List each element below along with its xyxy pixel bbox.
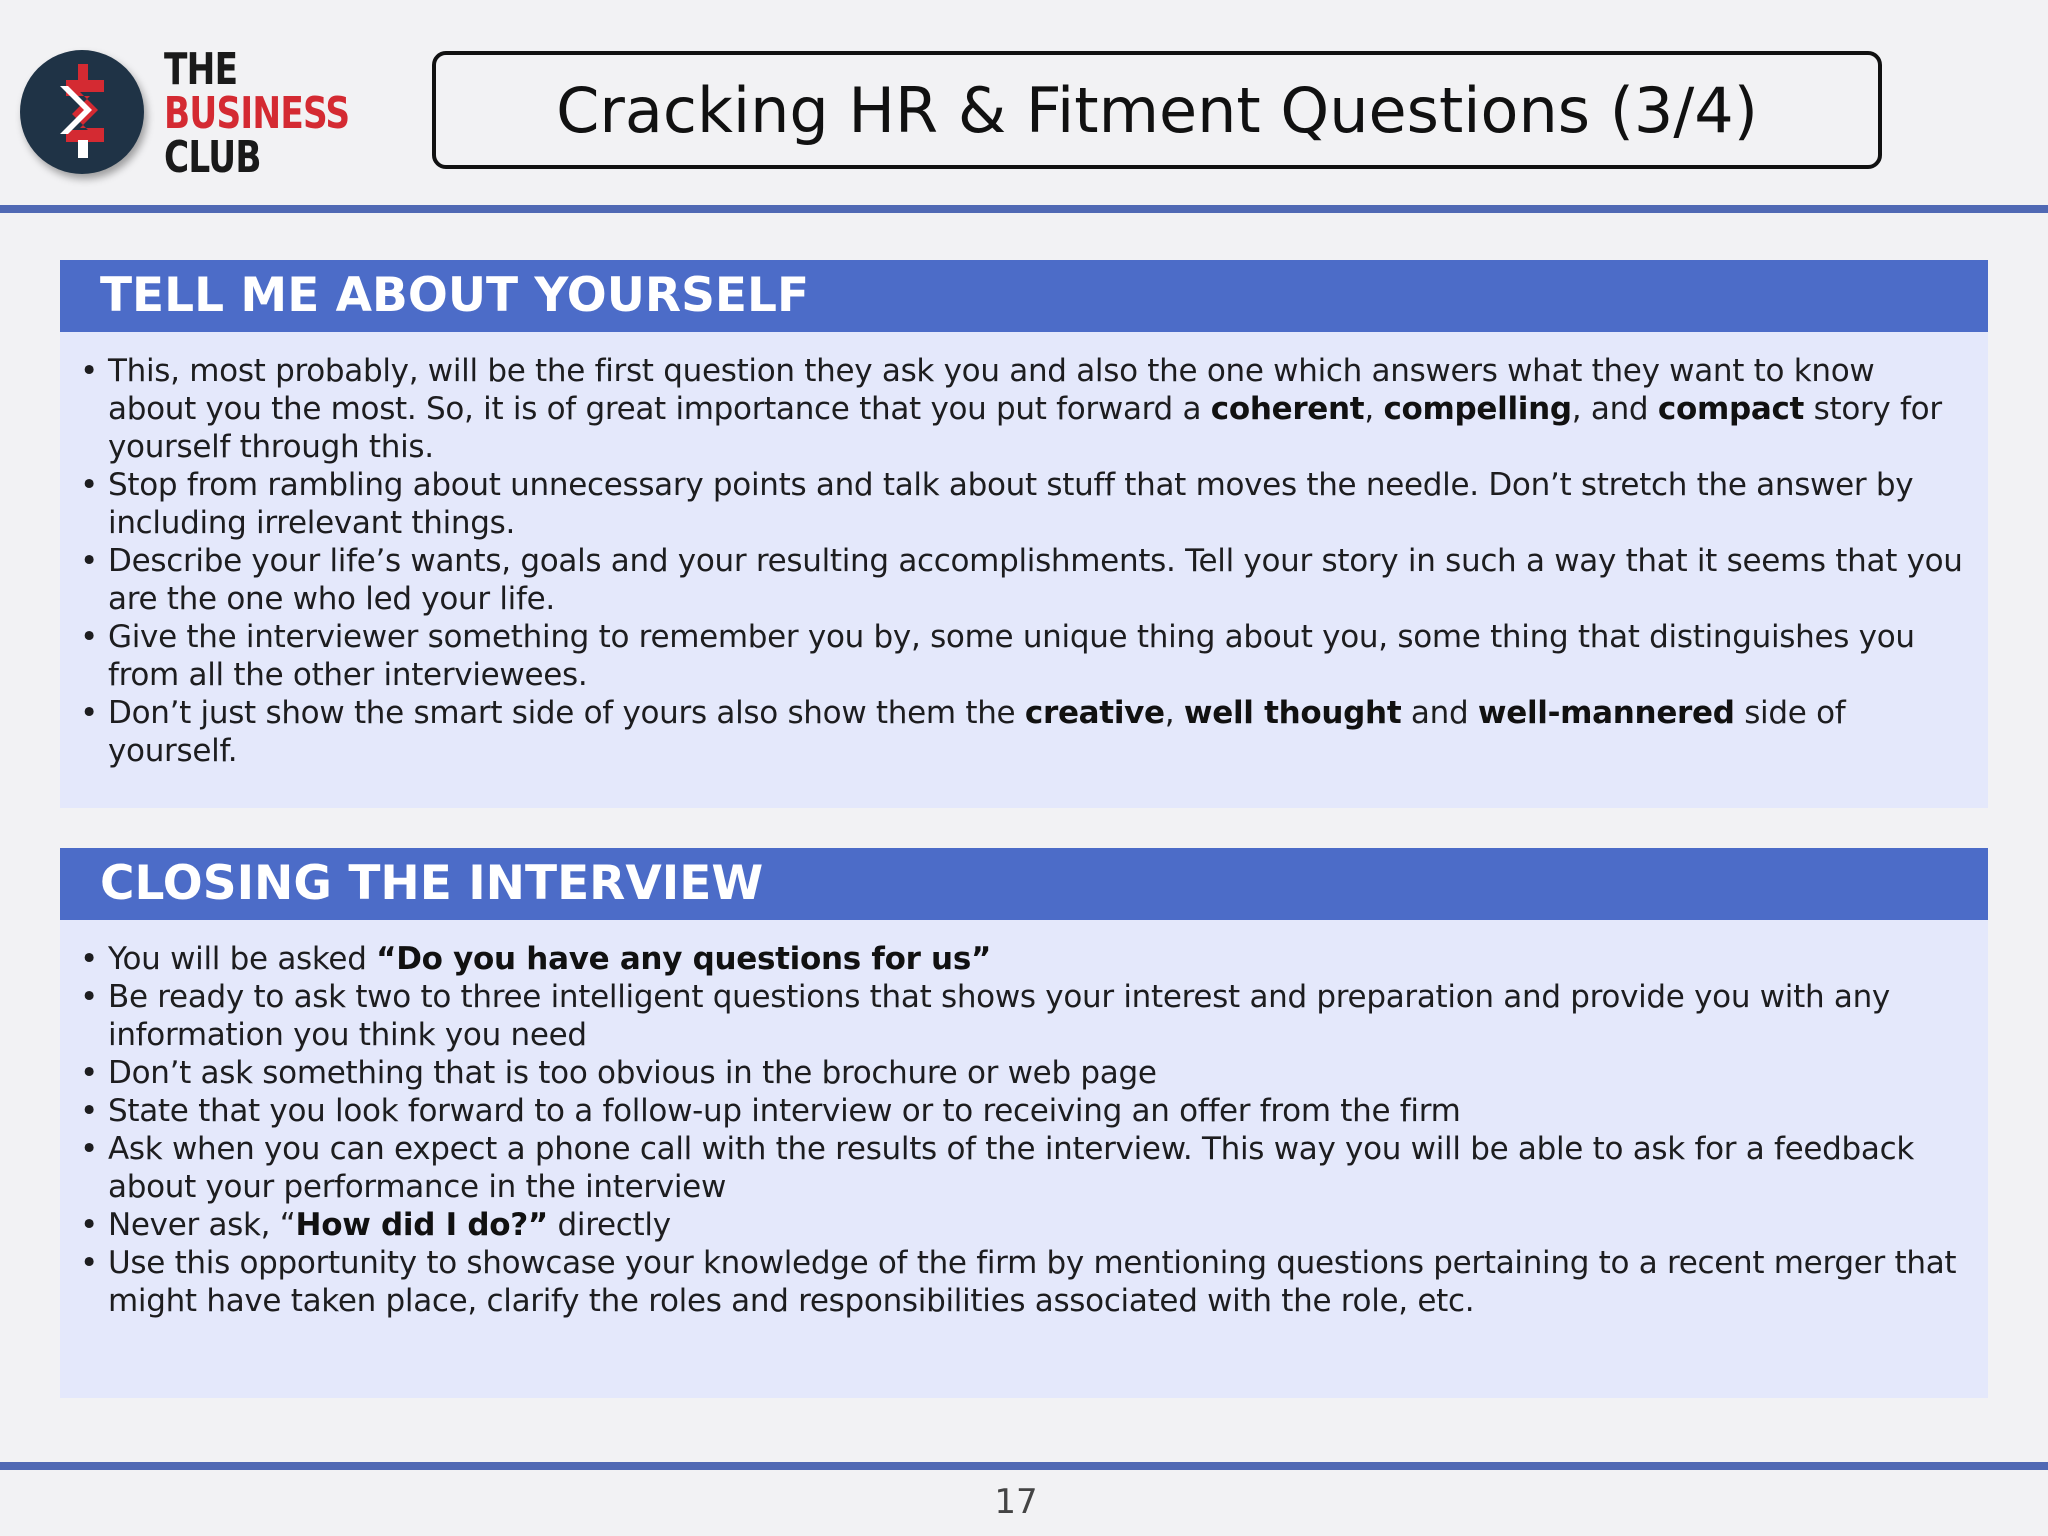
bullet-text-bold: compelling: [1383, 391, 1572, 427]
bullet-text: Ask when you can expect a phone call with the results of the interview. This way you will be able to ask for a feedback about your performance in the interview: [108, 1131, 1915, 1205]
logo-line-the: THE: [164, 44, 238, 95]
bullet-text-bold: creative: [1024, 695, 1165, 731]
bullet-text: ,: [1364, 391, 1384, 427]
logo-line-club: CLUB: [164, 132, 261, 183]
section-heading: TELL ME ABOUT YOURSELF: [60, 260, 1988, 332]
logo-line-business: BUSINESS: [164, 88, 350, 139]
bullet-text: Describe your life’s wants, goals and your resulting accomplishments. Tell your story in such a way that it seems that you are the one who led your life.: [108, 543, 1963, 617]
bullet-item: [80, 1130, 1964, 1206]
bullet-text-bold: well thought: [1183, 695, 1402, 731]
bullet-text: Give the interviewer something to remember you by, some unique thing about you, some thing that distinguishes you from all the other interviewees.: [108, 619, 1915, 693]
bullet-icon: •: [80, 1245, 98, 1281]
bullet-text-bold: well-mannered: [1477, 695, 1735, 731]
bullet-item: [80, 352, 1964, 466]
bullet-icon: •: [80, 979, 98, 1015]
bullet-icon: •: [80, 467, 98, 503]
bullet-text: State that you look forward to a follow-up interview or to receiving an offer from the firm: [108, 1093, 1461, 1129]
dollar-logo-icon: [20, 50, 144, 174]
bullet-item: [80, 978, 1964, 1054]
slide-title-box: [432, 51, 1882, 169]
bullet-item: [80, 542, 1964, 618]
bullet-item: [80, 1054, 1964, 1092]
bullet-icon: •: [80, 1131, 98, 1167]
bullet-text-bold: coherent: [1210, 391, 1365, 427]
bottom-divider: [0, 1462, 2048, 1470]
bullet-icon: •: [80, 619, 98, 655]
slide-title: Cracking HR & Fitment Questions (3/4): [556, 73, 1758, 147]
bullet-text: Never ask, “: [108, 1207, 296, 1243]
section-heading: CLOSING THE INTERVIEW: [60, 848, 1988, 920]
bullet-text: , and: [1571, 391, 1658, 427]
bullet-text: directly: [548, 1207, 671, 1243]
bullet-text: Stop from rambling about unnecessary points and talk about stuff that moves the needle. Don’t stretch the answer by including irrelevant things.: [108, 467, 1914, 541]
bullet-text: You will be asked: [108, 941, 377, 977]
bullet-icon: •: [80, 1207, 98, 1243]
bullet-text-bold: compact: [1657, 391, 1805, 427]
bullet-text: Be ready to ask two to three intelligent questions that shows your interest and preparation and provide you with any information you think you need: [108, 979, 1890, 1053]
page-number: 17: [994, 1482, 1038, 1522]
bullet-text-bold: How did I do?”: [295, 1207, 548, 1243]
bullet-item: [80, 1092, 1964, 1130]
bullet-text-bold: “Do you have any questions for us”: [376, 941, 992, 977]
logo-wordmark: [164, 44, 350, 183]
bullet-text: This, most probably, will be the first question they ask you and also the one which answers what they want to know about you the most. So, it is of great importance that you put forward a: [108, 353, 1875, 427]
bullet-text: Don’t ask something that is too obvious in the brochure or web page: [108, 1055, 1157, 1091]
bullet-item: [80, 694, 1964, 770]
bullet-text: ,: [1164, 695, 1184, 731]
bullet-text: story for yourself through this.: [108, 391, 1942, 465]
top-divider: [0, 205, 2048, 213]
business-club-logo: [18, 44, 350, 188]
bullet-list: [60, 332, 1988, 770]
bullet-text: and: [1401, 695, 1478, 731]
bullet-text: Don’t just show the smart side of yours also show them the: [108, 695, 1025, 731]
bullet-icon: •: [80, 941, 98, 977]
bullet-icon: •: [80, 1093, 98, 1129]
bullet-item: [80, 466, 1964, 542]
bullet-icon: •: [80, 695, 98, 731]
bullet-text: side of yourself.: [108, 695, 1846, 769]
bullet-item: [80, 1244, 1964, 1320]
bullet-item: [80, 1206, 1964, 1244]
bullet-item: [80, 940, 1964, 978]
bullet-icon: •: [80, 353, 98, 389]
section-tell-me-about-yourself: [60, 260, 1988, 808]
bullet-icon: •: [80, 543, 98, 579]
bullet-list: [60, 920, 1988, 1320]
bullet-text: Use this opportunity to showcase your knowledge of the firm by mentioning questions pertaining to a recent merger that might have taken place, clarify the roles and responsibilities associated with the role, etc.: [108, 1245, 1957, 1319]
bullet-item: [80, 618, 1964, 694]
bullet-icon: •: [80, 1055, 98, 1091]
section-closing-the-interview: [60, 848, 1988, 1398]
